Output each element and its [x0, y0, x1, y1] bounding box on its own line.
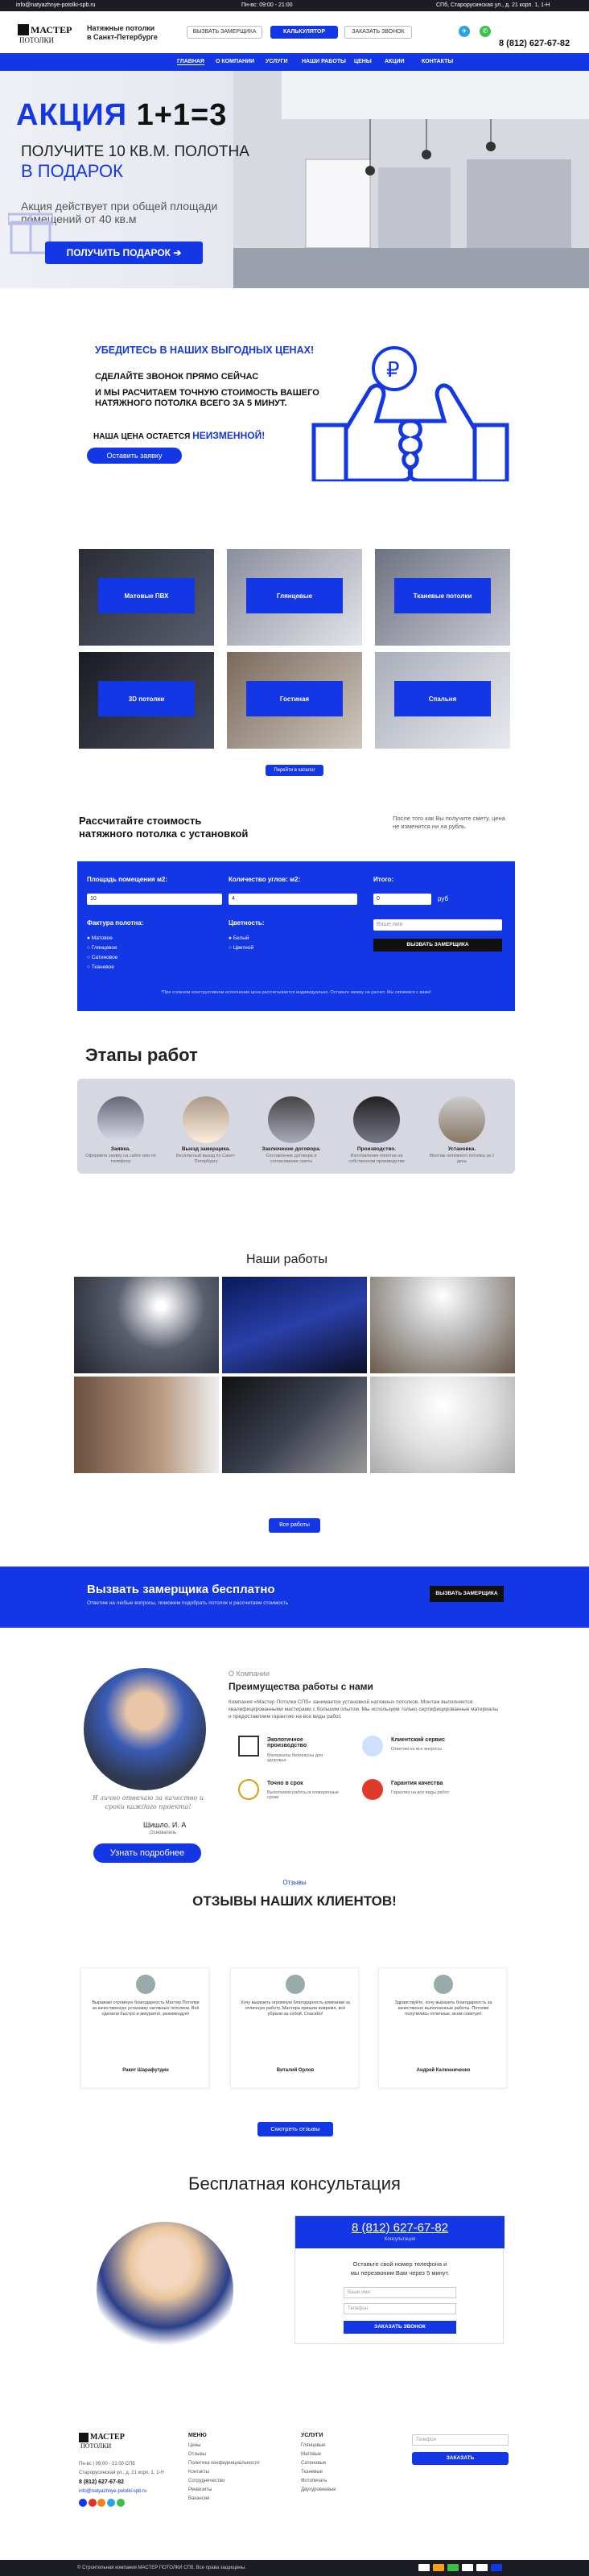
category-card[interactable] — [227, 652, 362, 749]
advantage-desc: Ответим на все вопросы — [391, 1747, 442, 1752]
promo-price-note: НАША ЦЕНА ОСТАЕТСЯ НЕИЗМЕННОЙ! — [93, 430, 266, 441]
work-photo[interactable] — [74, 1377, 219, 1473]
main-nav — [0, 53, 589, 71]
about-section — [0, 1650, 589, 1892]
cta-title: Вызвать замерщика бесплатно — [87, 1583, 275, 1596]
avatar — [136, 1975, 155, 1994]
area-input[interactable]: 10 — [87, 894, 222, 905]
consult-text: Оставьте свой номер телефона и мы перезвоним Вам через 5 минут. — [350, 2260, 450, 2277]
category-card[interactable] — [227, 549, 362, 646]
stage-item: Выезд замерщика. Бесплатный выезд по Санкт-Петербургу — [171, 1096, 241, 1165]
calc-submit-button[interactable]: ВЫЗВАТЬ ЗАМЕРЩИКА — [373, 939, 502, 952]
review-card: Выражаю огромную благодарность Мастер Потолки за качественную установку натяжных потолков. Всё сделали быстро и аккуратно, рекомендую! Ракит Шарафутдин — [80, 1967, 209, 2088]
topbar-hours: Пн-вс: 09:00 - 21:00 — [241, 2, 293, 8]
texture-option[interactable]: ○ Глянцевое — [87, 945, 117, 951]
callback-button[interactable]: ЗАКАЗАТЬ ЗВОНОК — [344, 26, 412, 39]
hero-condition: Акция действует при общей площади помещений от 40 кв.м — [21, 200, 218, 225]
nav-item-contacts[interactable]: КОНТАКТЫ — [422, 59, 454, 64]
stage-photo — [353, 1096, 400, 1143]
about-title: Преимущества работы с нами — [229, 1681, 373, 1692]
consult-phone-input[interactable]: Телефон — [344, 2303, 456, 2314]
total-output: 0 — [373, 894, 431, 905]
nav-item-services[interactable]: УСЛУГИ — [266, 59, 288, 64]
avatar — [434, 1975, 453, 1994]
leave-request-button[interactable]: Оставить заявку — [87, 448, 182, 464]
eco-icon — [238, 1736, 259, 1757]
stage-item: Заключение договора. Составление договора и согласование сметы — [256, 1096, 327, 1165]
category-card[interactable] — [375, 549, 510, 646]
footer-order-button[interactable]: ЗАКАЗАТЬ — [412, 2452, 509, 2465]
promo-section — [0, 288, 589, 522]
footer — [0, 2415, 589, 2560]
copyright: © Строительная компания МАСТЕР ПОТОЛКИ СПб. Все права защищены. — [77, 2566, 246, 2570]
logo-square-icon — [18, 24, 29, 35]
all-works-button[interactable]: Все работы — [269, 1518, 320, 1533]
consult-name-input[interactable]: Ваше имя — [344, 2287, 456, 2298]
stages-title: Этапы работ — [85, 1045, 198, 1065]
about-kicker: О Компании — [229, 1670, 270, 1678]
footer-social — [79, 2499, 175, 2508]
advantage-title: Экологичное производство — [267, 1737, 307, 1748]
footer-phone-input[interactable]: Телефон — [412, 2434, 509, 2446]
category-card[interactable] — [79, 549, 214, 646]
nav-item-prices[interactable]: ЦЕНЫ — [354, 59, 372, 64]
promo-headline: УБЕДИТЕСЬ В НАШИХ ВЫГОДНЫХ ЦЕНАХ! — [95, 345, 315, 356]
advantage-desc: Выполняем работы в оговоренные сроки — [267, 1790, 339, 1800]
about-text: Компания «Мастер Потолки СПб» занимается установкой натяжных потолков. Монтаж выполняется квалифицированными мастерами с большим опытом. Мы используем только сертифицированные материалы и предоставляем гарантию на все виды работ. — [229, 1699, 498, 1719]
founder-role: Основатель — [150, 1831, 177, 1835]
avatar — [286, 1975, 305, 1994]
header-title: Натяжные потолки в Санкт-Петербурге — [87, 24, 158, 41]
support-icon — [362, 1736, 383, 1757]
stage-photo — [439, 1096, 485, 1143]
stage-item: Установка. Монтаж натяжного потолка за 1 день — [426, 1096, 497, 1165]
category-label: Матовые ПВХ — [98, 578, 195, 613]
consult-submit-button[interactable]: ЗАКАЗАТЬ ЗВОНОК — [344, 2321, 456, 2334]
telegram-icon[interactable] — [107, 2499, 115, 2507]
hero-title: АКЦИЯ 1+1=3 — [16, 98, 228, 132]
svg-text:₽: ₽ — [386, 358, 400, 382]
header-phone[interactable]: 8 (812) 627-67-82 — [499, 39, 570, 48]
work-photo[interactable] — [222, 1277, 367, 1373]
visa-icon — [418, 2564, 430, 2571]
category-label: Гостиная — [246, 681, 343, 716]
works-title: Наши работы — [246, 1253, 328, 1266]
total-label: Итого: — [373, 876, 394, 883]
whatsapp-icon[interactable]: ✆ — [480, 26, 491, 37]
calculator-form — [77, 861, 515, 1011]
mastercard-icon — [433, 2564, 444, 2571]
measure-button[interactable]: ВЫЗВАТЬ ЗАМЕРЩИКА — [187, 26, 262, 39]
review-card: Хочу выразить огромную благодарность компании за отличную работу. Мастера пришли вовремя, всё убрали за собой. Спасибо! Виталий Орлов — [230, 1967, 359, 2088]
area-label: Площадь помещения м2: — [87, 876, 167, 883]
advantage-title: Клиентский сервис — [391, 1737, 445, 1743]
vk-icon[interactable] — [79, 2499, 87, 2507]
payment-icon — [491, 2564, 502, 2571]
nav-item-about[interactable]: О КОМПАНИИ — [216, 59, 255, 64]
logo-subtitle: ПОТОЛКИ — [19, 36, 55, 44]
review-card: Здравствуйте, хочу выразить благодарность за качественно выполненные работы. Потолки получились отличные, всем советую! Андрей Калинниченко — [378, 1967, 507, 2088]
texture-option[interactable]: ○ Тканевое — [87, 964, 114, 970]
work-photo[interactable] — [370, 1377, 515, 1473]
whatsapp-icon[interactable] — [117, 2499, 125, 2507]
founder-quote: Я лично отвечаю за качество и сроки каждого проекта! — [92, 1794, 204, 1810]
thumbs-up-icon — [306, 336, 515, 481]
telegram-icon[interactable]: ✈ — [459, 26, 470, 37]
topbar-email[interactable]: info@natyazhnye-potolki-spb.ru — [16, 2, 96, 8]
logo-square-icon — [79, 2433, 89, 2442]
footer-logo[interactable]: МАСТЕР ПОТОЛКИ — [80, 2433, 125, 2450]
texture-label: Фактура полотна: — [87, 919, 144, 927]
work-photo[interactable] — [222, 1377, 367, 1473]
top-bar — [0, 0, 589, 11]
hero-subtitle: ПОЛУЧИТЕ 10 КВ.М. ПОЛОТНА — [21, 143, 249, 160]
cta-button[interactable]: ВЫЗВАТЬ ЗАМЕРЩИКА — [430, 1586, 504, 1602]
corners-label: Количество углов: м2: — [229, 876, 301, 883]
advantage-desc: Материалы безопасны для здоровья — [267, 1753, 323, 1763]
nav-item-home[interactable]: ГЛАВНАЯ — [177, 59, 204, 64]
cta-subtitle: Ответим на любые вопросы, поможем подобрать потолок и рассчитаем стоимость — [87, 1600, 289, 1606]
color-label: Цветность: — [229, 919, 265, 927]
promo-line-time: НАТЯЖНОГО ПОТОЛКА ВСЕГО ЗА 5 МИНУТ. — [95, 398, 287, 408]
category-label: Тканевые потолки — [394, 578, 491, 613]
clock-icon — [238, 1779, 259, 1800]
work-photo[interactable] — [74, 1277, 219, 1373]
founder-name: Шишло. И. А — [143, 1821, 187, 1829]
advantage-desc: Гарантия на все виды работ — [391, 1790, 450, 1795]
advantage-title: Гарантия качества — [391, 1781, 443, 1786]
see-reviews-button[interactable]: Смотреть отзывы — [257, 2122, 333, 2136]
mir-icon — [447, 2564, 459, 2571]
work-photo[interactable] — [370, 1277, 515, 1373]
footer-contacts: Пн-вс | 09:00 - 21:00 СПб Старорусинская ул., д. 21 корп. 1, 1-Н 8 (812) 627-67-82 info@natyazhnye-potolki-spb.ru — [79, 2462, 175, 2512]
texture-option[interactable]: ○ Сатиновое — [87, 955, 118, 960]
hero-gift: В ПОДАРОК — [21, 161, 123, 181]
medal-icon — [362, 1779, 383, 1800]
stage-item: Производство. Изготовление полотна на собственном производстве — [341, 1096, 412, 1165]
ok-icon[interactable] — [97, 2499, 105, 2507]
consult-title: Бесплатная консультация — [188, 2174, 401, 2194]
category-label: Глянцевые — [246, 578, 343, 613]
nav-item-actions[interactable]: АКЦИИ — [385, 59, 405, 64]
reviews-title: ОТЗЫВЫ НАШИХ КЛИЕНТОВ! — [192, 1893, 397, 1909]
consult-label: Консультация — [384, 2237, 416, 2242]
advantage-title: Точно в срок — [267, 1781, 303, 1786]
stages-panel — [77, 1079, 515, 1174]
topbar-address: СПб, Старорусинская ул., д. 21 корп. 1, 1-Н — [436, 2, 550, 8]
get-gift-button[interactable]: ПОЛУЧИТЬ ПОДАРОК ➔ — [45, 242, 203, 264]
nav-item-works[interactable]: НАШИ РАБОТЫ — [302, 59, 346, 64]
operator-photo — [97, 2222, 233, 2359]
footer-services: УСЛУГИ Глянцевые Матовые Сатиновые Тканевые Фотопечать Двухуровневые — [301, 2433, 336, 2492]
works-gallery — [74, 1277, 517, 1473]
learn-more-button[interactable]: Узнать подробнее — [93, 1843, 201, 1863]
calculator-button[interactable]: КАЛЬКУЛЯТОР — [270, 26, 338, 39]
consult-form — [294, 2215, 504, 2344]
applepay-icon — [462, 2564, 473, 2571]
stage-photo — [268, 1096, 315, 1143]
texture-option[interactable]: ● Матовое — [87, 935, 113, 941]
logo[interactable] — [18, 23, 72, 45]
stage-photo — [183, 1096, 229, 1143]
hero-banner — [0, 71, 589, 288]
currency-label: руб — [438, 895, 449, 902]
category-label: 3D потолки — [98, 681, 195, 716]
category-card[interactable] — [375, 652, 510, 749]
corners-input[interactable]: 4 — [229, 894, 357, 905]
footer-email[interactable]: info@natyazhnye-potolki-spb.ru — [79, 2489, 147, 2494]
calculator-title: Рассчитайте стоимость натяжного потолка с установкой — [79, 815, 249, 840]
category-card[interactable] — [79, 652, 214, 749]
gpay-icon — [476, 2564, 488, 2571]
bottom-bar — [0, 2560, 589, 2576]
calc-disclaimer: *При сложном конструктивном исполнении цена рассчитывается индивидуально. Оставьте заявку на расчет. Мы свяжемся с вами! — [161, 990, 431, 995]
youtube-icon[interactable] — [89, 2499, 97, 2507]
header — [0, 11, 589, 53]
categories-section — [0, 539, 589, 789]
logo-title: МАСТЕР — [31, 24, 72, 35]
name-input[interactable]: Ваше имя — [373, 919, 502, 931]
color-option[interactable]: ○ Цветной — [229, 945, 254, 951]
promo-line-calc: И МЫ РАСЧИТАЕМ ТОЧНУЮ СТОИМОСТЬ ВАШЕГО — [95, 388, 319, 398]
footer-phone[interactable]: 8 (812) 627-67-82 — [79, 2479, 125, 2485]
founder-photo — [84, 1668, 206, 1790]
footer-menu: МЕНЮ Цены Отзывы Политика конфиденциальности Контакты Сотрудничество Реквизиты Вакансии — [188, 2433, 260, 2501]
category-label: Спальня — [394, 681, 491, 716]
promo-line-call: СДЕЛАЙТЕ ЗВОНОК ПРЯМО СЕЙЧАС — [95, 372, 259, 382]
color-option[interactable]: ● Белый — [229, 935, 249, 941]
cta-banner — [0, 1567, 589, 1628]
reviews-kicker: Отзывы — [282, 1879, 307, 1886]
stage-item: Заявка. Оформите заявку на сайте или по телефону — [85, 1096, 156, 1165]
calculator-note: После того как Вы получите смету, цена не изменится ни на рубль. — [393, 815, 505, 830]
stage-photo — [97, 1096, 144, 1143]
interior-photo — [233, 71, 589, 288]
catalog-button[interactable]: Перейти в каталог — [266, 765, 323, 776]
consult-phone[interactable]: 8 (812) 627-67-82 — [351, 2221, 449, 2235]
